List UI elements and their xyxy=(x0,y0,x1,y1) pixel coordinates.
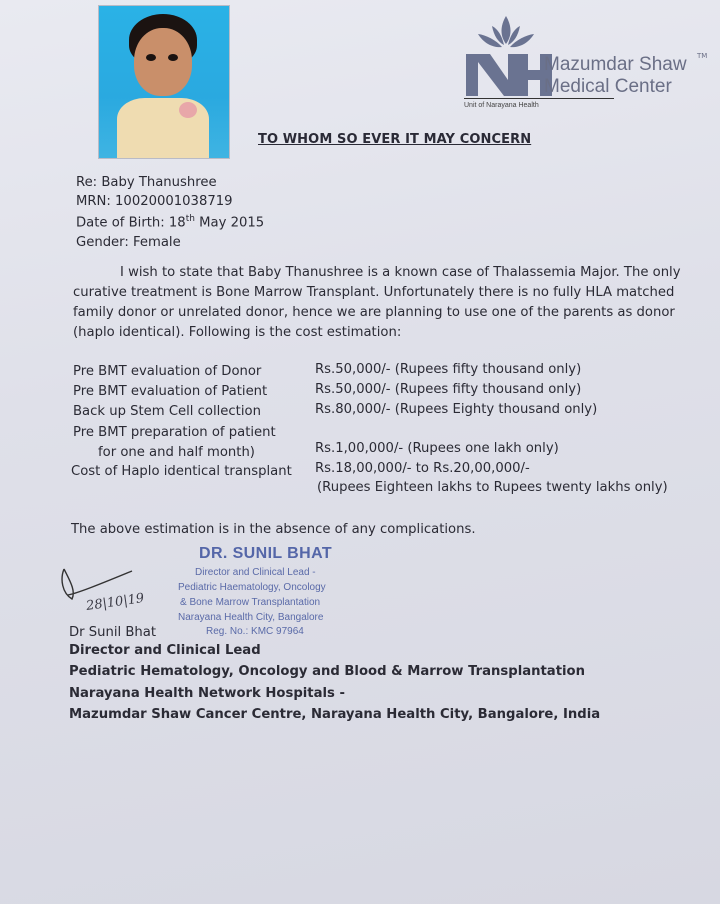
hospital-logo xyxy=(460,14,710,109)
patient-mrn: MRN: 10020001038719 xyxy=(76,194,233,209)
brand-name: Mazumdar Shaw Medical Center xyxy=(544,54,687,97)
stamp-name: DR. SUNIL BHAT xyxy=(199,545,333,562)
trademark: TM xyxy=(697,52,708,60)
patient-dob: Date of Birth: 18th May 2015 xyxy=(76,214,265,231)
signatory-centre: Mazumdar Shaw Cancer Centre, Narayana Health City, Bangalore, India xyxy=(69,707,601,722)
patient-gender: Gender: Female xyxy=(76,235,181,250)
patient-photo xyxy=(98,5,230,159)
stamp-line: Narayana Health City, Bangalore xyxy=(178,612,324,623)
cost-amount: Rs.50,000/- (Rupees fifty thousand only) xyxy=(315,362,582,377)
nh-logo-icon xyxy=(464,14,554,96)
cost-item: Pre BMT evaluation of Donor xyxy=(73,364,262,379)
cost-item: Cost of Haplo identical transplant xyxy=(71,464,292,479)
stamp-line: Director and Clinical Lead - xyxy=(195,567,316,578)
body-line: (haplo identical). Following is the cost estimation: xyxy=(73,325,402,340)
signatory-name: Dr Sunil Bhat xyxy=(69,625,157,640)
cost-item: for one and half month) xyxy=(98,445,255,460)
cost-amount: Rs.1,00,000/- (Rupees one lakh only) xyxy=(315,441,559,456)
cost-item: Pre BMT evaluation of Patient xyxy=(73,384,268,399)
signatory-title: Director and Clinical Lead xyxy=(69,643,261,658)
signatory-dept: Pediatric Hematology, Oncology and Blood & Marrow Transplantation xyxy=(69,664,585,679)
stamp-line: Pediatric Haematology, Oncology xyxy=(178,582,326,593)
signature-date: 28|10|19 xyxy=(85,591,146,614)
letter-heading: TO WHOM SO EVER IT MAY CONCERN xyxy=(258,132,532,147)
body-line: family donor or unrelated donor, hence we are planning to use one of the parents as donor xyxy=(73,305,675,320)
estimation-note: The above estimation is in the absence of any complications. xyxy=(71,522,476,537)
stamp-line: Reg. No.: KMC 97964 xyxy=(206,626,304,637)
cost-amount: (Rupees Eighteen lakhs to Rupees twenty lakhs only) xyxy=(317,480,668,495)
stamp-line: & Bone Marrow Transplantation xyxy=(180,597,321,608)
cost-amount: Rs.18,00,000/- to Rs.20,00,000/- xyxy=(315,461,530,476)
body-line: I wish to state that Baby Thanushree is a known case of Thalassemia Major. The only xyxy=(120,265,681,280)
body-line: curative treatment is Bone Marrow Transplant. Unfortunately there is no fully HLA matched xyxy=(73,285,675,300)
cost-item: Pre BMT preparation of patient xyxy=(73,425,276,440)
cost-item: Back up Stem Cell collection xyxy=(73,404,261,419)
cost-amount: Rs.50,000/- (Rupees fifty thousand only) xyxy=(315,382,582,397)
unit-text: Unit of Narayana Health xyxy=(464,102,539,109)
cost-amount: Rs.80,000/- (Rupees Eighty thousand only) xyxy=(315,402,598,417)
patient-re: Re: Baby Thanushree xyxy=(76,175,217,190)
signatory-network: Narayana Health Network Hospitals - xyxy=(69,686,345,701)
